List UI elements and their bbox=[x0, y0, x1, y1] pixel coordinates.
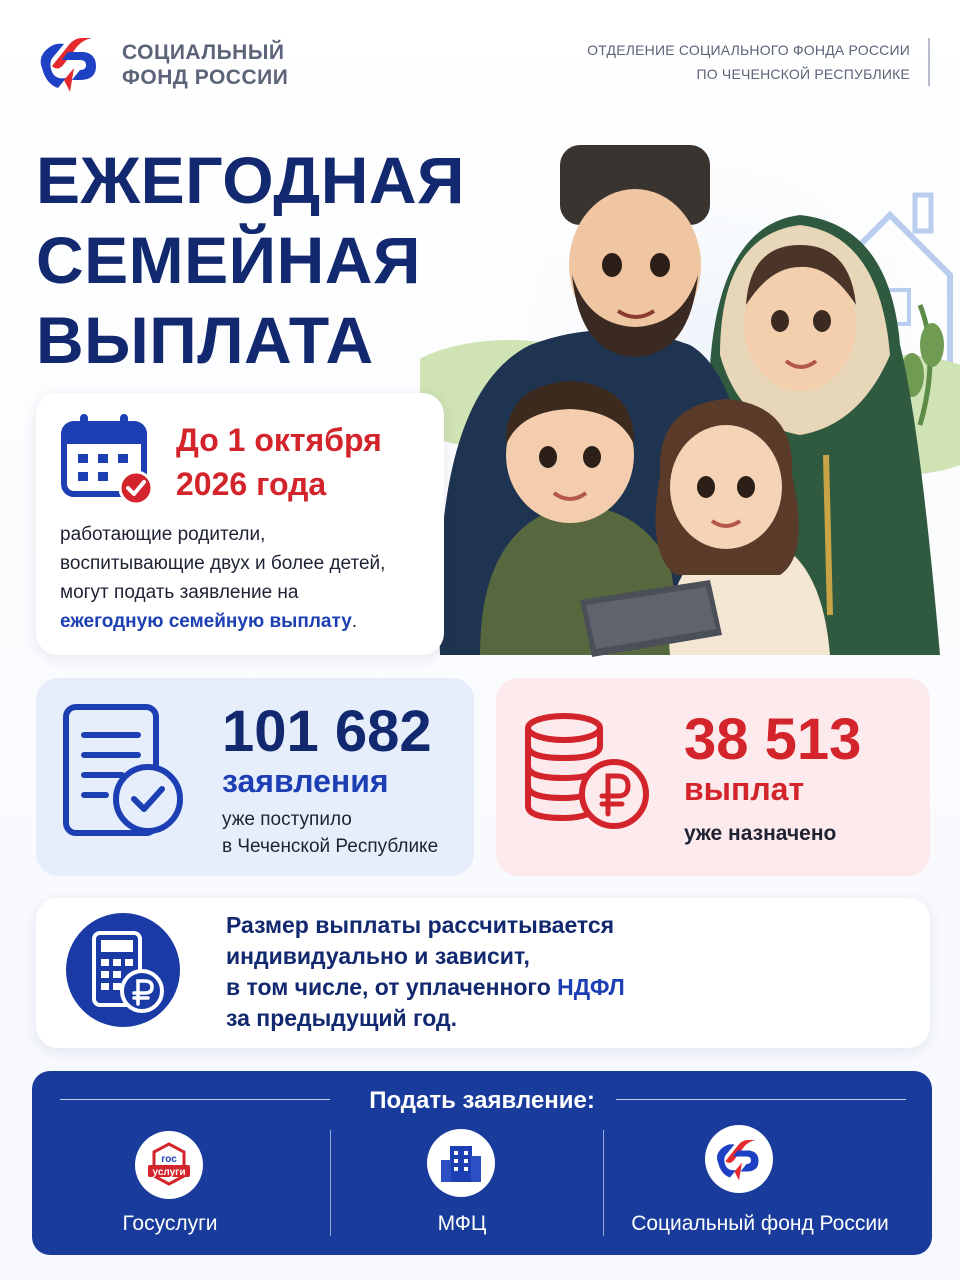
branch-name bbox=[587, 38, 910, 86]
deadline-body-line2: воспитывающие двух и более детей, bbox=[60, 553, 386, 574]
applications-sub bbox=[222, 806, 438, 860]
info-line4: за предыдущий год. bbox=[226, 1005, 458, 1031]
org-name-line2: ФОНД РОССИИ bbox=[122, 66, 289, 89]
payments-count: 38 513 bbox=[684, 707, 862, 772]
title-line1: ЕЖЕГОДНАЯ bbox=[36, 143, 465, 217]
deadline-body-line4 bbox=[60, 607, 436, 636]
ndfl-highlight: НДФЛ bbox=[557, 974, 625, 1000]
channel-divider bbox=[603, 1130, 604, 1236]
coins-ruble-icon bbox=[522, 710, 650, 832]
deadline-body-end: . bbox=[351, 611, 358, 632]
gosuslugi-icon-text1: гос bbox=[161, 1154, 177, 1165]
channel-sfr[interactable]: Социальный фонд России bbox=[631, 1212, 889, 1235]
apply-title: Подать заявление: bbox=[369, 1087, 595, 1114]
channel-divider bbox=[330, 1130, 331, 1236]
org-name-line1: СОЦИАЛЬНЫЙ bbox=[122, 41, 285, 64]
deadline-heading-line2: 2026 года bbox=[176, 466, 327, 502]
payment-size-text bbox=[226, 910, 625, 1034]
annual-payment-link: ежегодную семейную выплату bbox=[60, 611, 352, 632]
calendar-check-icon bbox=[60, 410, 156, 506]
page-title bbox=[36, 140, 465, 380]
channel-gosuslugi[interactable]: Госуслуги bbox=[122, 1212, 218, 1235]
document-check-icon bbox=[62, 703, 186, 841]
payments-label: выплат bbox=[684, 771, 805, 807]
info-line1: Размер выплаты рассчитывается bbox=[226, 912, 615, 938]
building-icon[interactable] bbox=[426, 1128, 496, 1198]
gosuslugi-icon-text2: услуги bbox=[152, 1167, 186, 1178]
title-line3: ВЫПЛАТА bbox=[36, 303, 374, 377]
deadline-body-line1: работающие родители, bbox=[60, 524, 266, 545]
branch-line1: ОТДЕЛЕНИЕ СОЦИАЛЬНОГО ФОНДА РОССИИ bbox=[587, 42, 910, 58]
deadline-heading-line1: До 1 октября bbox=[176, 422, 382, 458]
org-name bbox=[122, 40, 288, 90]
calculator-ruble-icon bbox=[64, 911, 182, 1029]
deadline-heading bbox=[176, 418, 382, 506]
info-line3 bbox=[226, 972, 625, 1003]
applications-sub-line1: уже поступило bbox=[222, 809, 352, 830]
sfr-logo-icon bbox=[30, 22, 110, 102]
applications-sub-line2: в Чеченской Республике bbox=[222, 836, 439, 857]
deadline-body-line3: могут подать заявление на bbox=[60, 582, 299, 603]
info-line2: индивидуально и зависит, bbox=[226, 943, 530, 969]
applications-label: заявления bbox=[222, 763, 389, 799]
deadline-description bbox=[60, 520, 436, 636]
header-divider bbox=[928, 38, 930, 86]
payments-sub: уже назначено bbox=[684, 822, 837, 845]
info-line3-pre: в том числе, от уплаченного bbox=[226, 974, 558, 1000]
gosuslugi-icon[interactable] bbox=[134, 1130, 204, 1200]
applications-count: 101 682 bbox=[222, 699, 432, 764]
branch-line2: ПО ЧЕЧЕНСКОЙ РЕСПУБЛИКЕ bbox=[696, 66, 910, 82]
channel-mfc[interactable]: МФЦ bbox=[437, 1212, 487, 1235]
family-illustration bbox=[420, 95, 960, 660]
sfr-logo-icon[interactable] bbox=[704, 1124, 774, 1194]
title-line2: СЕМЕЙНАЯ bbox=[36, 223, 421, 297]
